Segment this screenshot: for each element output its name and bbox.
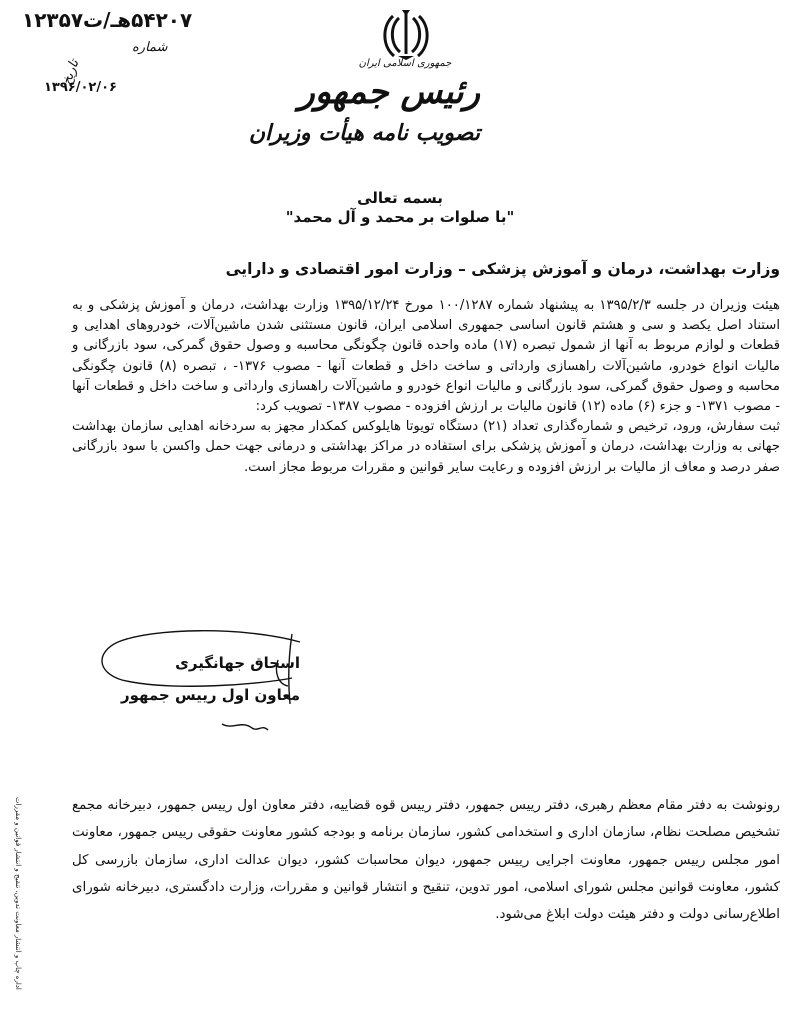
side-note: اداره چاپ و انتشار معاونت تدوین، تنقیح و انتشار قوانین و مقررات: [14, 797, 22, 990]
decree-body: [72, 296, 780, 478]
salavat: "با صلوات بر محمد و آل محمد": [285, 208, 515, 226]
date-label: تاریخ: [59, 57, 83, 88]
copies-text: رونوشت به دفتر مقام معظم رهبری، دفتر رییس جمهور، دفتر رییس قوه قضاییه، دفتر معاون اول رییس جمهور، دبیرخانه مجمع تشخیص مصلحت نظام، سازمان اداری و استخدامی کشور، سازمان برنامه و بودجه کشور معاونت حقوقی رییس جمهور، معاونت امور مجلس رییس جمهور، معاونت اجرایی رییس جمهور، دیوان محاسبات کشور، دیوان عدالت اداری، سازمان بازرسی کل کشور، معاونت قوانین مجلس شورای اسلامی، امور تدوین، تنقیح و انتشار قوانین و مقررات، وزارت دادگستری، دبیرخانه شورای اطلاع‌رسانی دولت و دفتر هیئت دولت ابلاغ می‌شود.: [72, 798, 780, 923]
letter-date: ۱۳۹۶/۰۲/۰۶: [44, 80, 117, 95]
council-approval-title: تصویب نامه هیأت وزیران: [248, 120, 480, 146]
signer-name: اسحاق جهانگیری: [175, 654, 300, 672]
iran-emblem-icon: [380, 8, 432, 62]
signature-scribble: [92, 620, 312, 750]
recipients: وزارت بهداشت، درمان و آموزش پزشکی – وزارت امور اقتصادی و دارایی: [225, 260, 780, 278]
copies-list: [72, 792, 780, 928]
number-label: شماره: [132, 40, 168, 55]
letter-number: ۵۴۲۰۷هـ/ت۱۲۳۵۷: [22, 8, 193, 32]
president-title: رئیس جمهور: [298, 72, 480, 112]
republic-label: جمهوری اسلامی ایران: [358, 58, 452, 69]
bismillah: بسمه تعالی: [357, 189, 443, 207]
signer-title: معاون اول رییس جمهور: [120, 686, 300, 704]
decree-preamble: هیئت وزیران در جلسه ۱۳۹۵/۲/۳ به پیشنهاد شماره ۱۰۰/۱۲۸۷ مورخ ۱۳۹۵/۱۲/۲۴ وزارت بهداشت، درمان و آموزش پزشکی و به استناد اصل یکصد و سی و هشتم قانون اساسی جمهوری اسلامی ایران، قانون مستثنی شدن ماشین‌آلات، خودروهای اهدایی و قطعات و لوازم مربوط به آنها از شمول تبصره (۱۷) ماده واحده قانون چگونگی محاسبه و وصول حقوق گمرکی، سود بازرگانی و مالیات انواع خودرو، ماشین‌آلات راهسازی وارداتی و ساخت داخل و قطعات آنها - مصوب ۱۳۷۶- ، تبصره (۸) قانون چگونگی محاسبه و وصول حقوق گمرکی، سود بازرگانی و مالیات انواع خودرو و ماشین‌آلات راهسازی وارداتی و ساخت داخل و قطعات آنها - مصوب ۱۳۷۱- و جزء (۶) ماده (۱۲) قانون مالیات بر ارزش افزوده - مصوب ۱۳۸۷- تصویب کرد:: [72, 298, 781, 415]
decree-provision: ثبت سفارش، ورود، ترخیص و شماره‌گذاری تعداد (۲۱) دستگاه تویوتا هایلوکس کمکدار مجهز به سردخانه اهدایی سازمان بهداشت جهانی به وزارت بهداشت، درمان و آموزش پزشکی برای استفاده در مراکز بهداشتی و درمانی جهت حمل واکسن با سود بازرگانی صفر درصد و معاف از مالیات بر ارزش افزوده و رعایت سایر قوانین و مقررات مربوط مجاز است.: [72, 419, 780, 475]
